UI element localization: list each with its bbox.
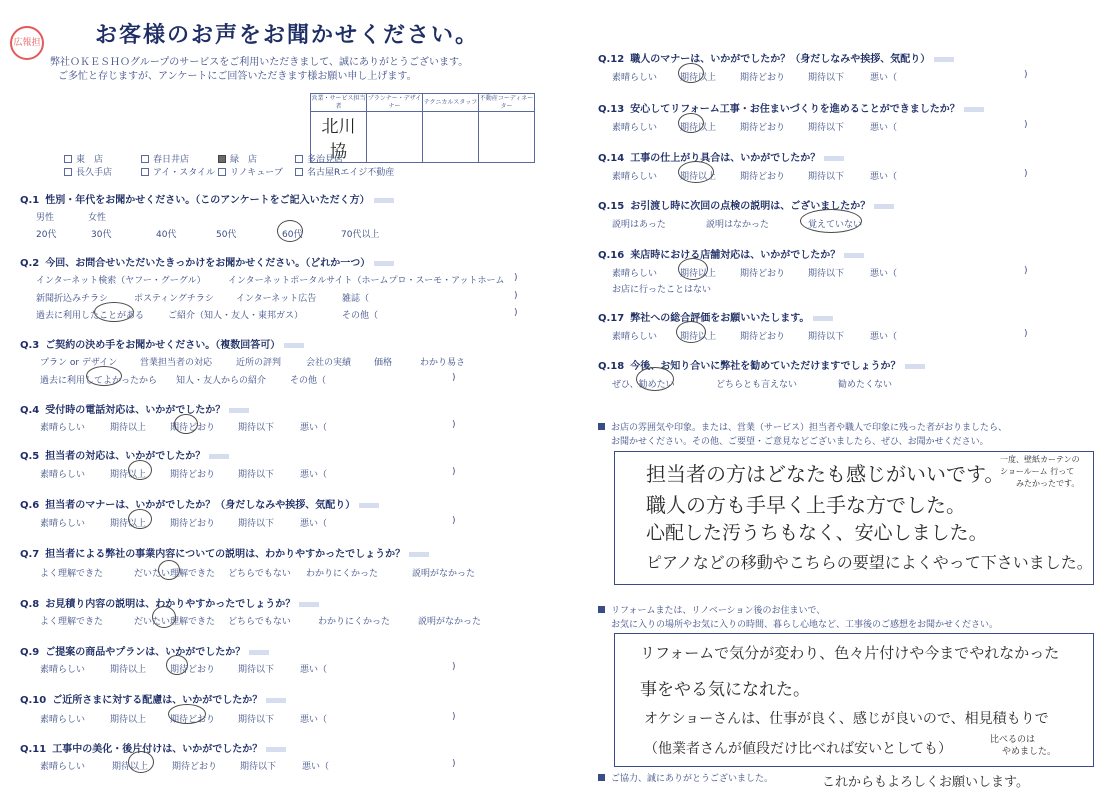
option-female[interactable]: 女性 [88, 213, 107, 223]
section-bullet-icon [598, 606, 605, 613]
option-20s[interactable]: 20代 [36, 230, 57, 240]
checkbox-checked-icon[interactable] [218, 155, 226, 163]
checkbox-icon[interactable] [141, 155, 149, 163]
checkbox-icon[interactable] [64, 155, 72, 163]
staff-header-planner: プランナー・デザイナー [367, 94, 422, 110]
staff-header-sales: 営業・サービス担当者 [311, 94, 366, 110]
comment-1-line-1: 担当者の方はどなたも感じがいいです。 [646, 462, 1005, 486]
question-7: Q.7 担当者による弊社の事業内容についての説明は、わかりやすかったでしょうか？ [20, 545, 429, 560]
staff-value-realestate[interactable] [479, 112, 535, 163]
staff-value-technical[interactable] [423, 112, 479, 163]
selection-circle [277, 220, 303, 242]
comment-2-line-1: リフォームで気分が変わり、色々片付けや今までやれなかった [640, 644, 1060, 662]
comment-2-line-2: 事をやる気になれた。 [640, 680, 810, 700]
selection-circle [800, 209, 862, 233]
selection-circle [158, 560, 180, 580]
staff-table [310, 93, 535, 163]
selection-circle [94, 302, 134, 322]
page-title: お客様のお声をお聞かせください。 [95, 23, 480, 48]
selection-circle [128, 751, 154, 773]
checkbox-icon[interactable] [141, 168, 149, 176]
question-12: Q.12 職人のマナーは、いかがでしたか？（身だしなみや挨拶、気配り） [598, 50, 954, 65]
shop-item[interactable]: 多治見店 [295, 154, 395, 167]
thanks-text: ご協力、誠にありがとうございました。 [598, 772, 773, 786]
survey-page: 広報担 お客様のお声をお聞かせください。 弊社ＯＫＥＳＨＯグループのサービスをご利用いただきまして、誠にありがとうございます。 ご多忙と存じますが、アンケートにご回答いただきます様お願い申し上げます。 営業・サービス担当者 プランナー・デザイナー テクニカルスタッフ 不動産コーディネーター 北川 協 東 店 春日井店 緑 店 多治見店 長久手店 アイ・スタイル リノキューブ 名古屋Rエイジ不動産 Q.1 性別・年代をお聞かせください。（このアンケートをご記入いただく方） 男性 女性 20代 30代 40代 50代 60代 70代以上 Q.2 今回、お問合せいただいたきっかけをお聞かせください。（どれか一つ） インターネット検索（ヤフー・グーグル） インターネットポータルサイト（ホームプロ・スーモ・アットホーム ) 新聞折込みチラシ ポスティングチラシ インターネット広告 雑誌（ ) 過去に利用したことがある ご紹介（知人・友人・東邦ガス） その他（ ) Q.3 ご契約の決め手をお聞かせください。（複数回答可） プラン or デザイン 営業担当者の対応 近所の評判 会社の実績 価格 わかり易さ 過去に利用してよかったから 知人・友人からの紹介 その他（ ) Q.4 受付時の電話対応は、いかがでしたか？ 素晴らしい 期待以上 期待どおり 期待以下 悪い（ ) Q.5 担当者の対応は、いかがでしたか？ 素晴らしい 期待以上 期待どおり 期待以下 悪い（ ) Q.6 担当者のマナーは、いかがでしたか？（身だしなみや挨拶、気配り） 素晴らしい 期待以上 期待どおり 期待以下 悪い（ ) Q.7 担当者による弊社の事業内容についての説明は、わかりやすかったでしょうか？ よく理解できた だいたい理解できた どちらでもない わかりにくかった 説明がなかった Q.8 お見積り内容の説明は、わかりやすかったでしょうか？ よく理解できた だいたい理解できた どちらでもない わかりにくかった 説明がなかった Q.9 ご提案の商品やプランは、いかがでしたか？ 素晴らしい 期待以上 期待どおり 期待以下 悪い（ ) Q.10 ご近所さまに対する配慮は、いかがでしたか？ 素晴らしい 期待以上 期待どおり 期待以下 悪い（ ) Q.11 工事中の美化・後片付けは、いかがでしたか？ 素晴らしい 期待以上 期待どおり 期待以下 悪い（ ) Q.12 職人のマナーは、いかがでしたか？（身だしなみや挨拶、気配り） 素晴らしい 期待以上 期待どおり 期待以下 悪い（ ) Q.13 安心してリフォーム工事・お住まいづくりを進めることができましたか？ 素晴らしい 期待以上 期待どおり 期待以下 悪い（ ) Q.14 工事の仕上がり具合は、いかがでしたか？ 素晴らしい 期待以上 期待どおり 期待以下 悪い（ ) Q.15 お引渡し時に次回の点検の説明は、ございましたか？ 説明はあった 説明はなかった 覚えていない Q.16 来店時における店舗対応は、いかがでしたか？ 素晴らしい 期待以上 期待どおり 期待以下 悪い（ ) お店に行ったことはない Q.17 弊社への総合評価をお願いいたします。 素晴らしい 期待以上 期待どおり 期待以下 悪い（ ) Q.18 今後、お知り合いに弊社を勧めていただけますでしょうか？ ぜひ、勧めたい どちらとも言えない 勧めたくない お店の雰囲気や印象。または、営業（サービス）担当者や職人で印象に残った者がおりましたら、 お聞かせください。その他、ご要望・ご意見などございましたら、ぜひ、お聞かせください。 担当者の方はどなたも感じがいいです。 職人の方も手早く上手な方でした。 心配した汚うちもなく、安心しました。 ピアノなどの移動やこちらの要望によくやって下さいました。 一度、壁紙カーテンの ショールーム 行って みたかったです。 リフォームまたは、リノベーション後のお住まいで、 お気に入りの場所やお気に入りの時間、暮らし心地など、工事後のご感想をお聞かせください。 リフォームで気分が変わり、色々片付けや今までやれなかった 事をやる気になれた。 オケショーさんは、仕事が良く、感じが良いので、相見積もりで （他業者さんが値段だけ比べれば安いとしても） 比べるのは やめました。 これからもよろしくお願いします。 ご協力、誠にありがとうございました。 [0, 0, 1111, 798]
selection-circle [636, 367, 674, 391]
checkbox-icon[interactable] [295, 155, 303, 163]
question-3: Q.3 ご契約の決め手をお聞かせください。（複数回答可） [20, 336, 304, 351]
comment-2-closing: これからもよろしくお願いします。 [822, 775, 1029, 790]
question-14: Q.14 工事の仕上がり具合は、いかがでしたか？ [598, 149, 844, 164]
comment-1-note: 一度、壁紙カーテンの ショールーム 行って みたかったです。 [1000, 455, 1080, 488]
shop-item[interactable]: 春日井店 [141, 154, 218, 167]
question-1: Q.1 性別・年代をお聞かせください。（このアンケートをご記入いただく方） [20, 191, 394, 206]
selection-circle [86, 366, 122, 386]
section-bullet-icon [598, 774, 605, 781]
question-9: Q.9 ご提案の商品やプランは、いかがでしたか？ [20, 643, 269, 658]
option-40s[interactable]: 40代 [156, 230, 177, 240]
option-male[interactable]: 男性 [36, 213, 55, 223]
comment-2-line-4: （他業者さんが値段だけ比べれば安いとしても） [644, 741, 952, 757]
comment-2-note: 比べるのは やめました。 [990, 735, 1057, 757]
question-16: Q.16 来店時における店舗対応は、いかがでしたか？ [598, 246, 864, 261]
question-5: Q.5 担当者の対応は、いかがでしたか？ [20, 447, 229, 462]
red-seal [10, 26, 44, 60]
selection-circle [128, 460, 152, 480]
seal-text: 広報担 [13, 38, 41, 48]
selection-circle [166, 655, 188, 675]
shop-item[interactable]: リノキューブ [218, 167, 295, 180]
comment-prompt-2: リフォームまたは、リノベーション後のお住まいで、 お気に入りの場所やお気に入りの時間、暮らし心地など、工事後のご感想をお聞かせください。 [598, 604, 998, 632]
selection-circle [678, 258, 708, 280]
question-18: Q.18 今後、お知り合いに弊社を勧めていただけますでしょうか？ [598, 357, 925, 372]
question-4: Q.4 受付時の電話対応は、いかがでしたか？ [20, 401, 249, 416]
question-13: Q.13 安心してリフォーム工事・お住まいづくりを進めることができましたか？ [598, 100, 984, 115]
selection-circle [676, 321, 706, 343]
question-2: Q.2 今回、お問合せいただいたきっかけをお聞かせください。（どれか一つ） [20, 254, 394, 269]
question-15: Q.15 お引渡し時に次回の点検の説明は、ございましたか？ [598, 197, 894, 212]
comment-1-line-3: 心配した汚うちもなく、安心しました。 [646, 522, 988, 544]
selection-circle [152, 606, 176, 628]
shop-checklist [64, 154, 395, 180]
staff-header-technical: テクニカルスタッフ [423, 94, 479, 112]
intro-line-1: 弊社ＯＫＥＳＨＯグループのサービスをご利用いただきまして、誠にありがとうございます。 [50, 57, 469, 68]
question-11: Q.11 工事中の美化・後片付けは、いかがでしたか？ [20, 740, 286, 755]
section-bullet-icon [598, 423, 605, 430]
question-8: Q.8 お見積り内容の説明は、わかりやすかったでしょうか？ [20, 595, 319, 610]
comment-2-line-3: オケショーさんは、仕事が良く、感じが良いので、相見積もりで [644, 711, 1049, 727]
staff-value-sales[interactable]: 北川 協 [311, 112, 367, 163]
intro-line-2: ご多忙と存じますが、アンケートにご回答いただきます様お願い申し上げます。 [58, 71, 417, 82]
question-17: Q.17 弊社への総合評価をお願いいたします。 [598, 309, 833, 324]
option-30s[interactable]: 30代 [91, 230, 112, 240]
question-10: Q.10 ご近所さまに対する配慮は、いかがでしたか？ [20, 691, 286, 706]
option-70s-plus[interactable]: 70代以上 [341, 230, 380, 240]
shop-item[interactable]: 緑 店 [218, 154, 295, 167]
question-6: Q.6 担当者のマナーは、いかがでしたか？（身だしなみや挨拶、気配り） [20, 496, 379, 511]
checkbox-icon[interactable] [64, 168, 72, 176]
selection-circle [174, 414, 198, 434]
comment-prompt-1: お店の雰囲気や印象。または、営業（サービス）担当者や職人で印象に残った者がおりましたら、 お聞かせください。その他、ご要望・ご意見などございましたら、ぜひ、お聞かせください。 [598, 421, 1007, 449]
shop-item[interactable]: 名古屋Rエイジ不動産 [295, 167, 395, 180]
shop-item[interactable]: 長久手店 [64, 167, 141, 180]
comment-1-line-4: ピアノなどの移動やこちらの要望によくやって下さいました。 [646, 553, 1093, 572]
selection-circle [128, 509, 152, 529]
checkbox-icon[interactable] [218, 168, 226, 176]
option-50s[interactable]: 50代 [216, 230, 237, 240]
selection-circle [678, 113, 704, 133]
selection-circle [678, 63, 704, 83]
shop-item[interactable]: 東 店 [64, 154, 141, 167]
shop-item[interactable]: アイ・スタイル [141, 167, 218, 180]
selection-circle [168, 704, 206, 724]
staff-header-realestate: 不動産コーディネーター [479, 94, 534, 110]
intro-text [50, 56, 468, 84]
selection-circle [678, 161, 714, 183]
checkbox-icon[interactable] [295, 168, 303, 176]
option-60s[interactable]: 60代 [282, 230, 303, 240]
comment-1-line-2: 職人の方も手早く上手な方でした。 [646, 493, 966, 517]
